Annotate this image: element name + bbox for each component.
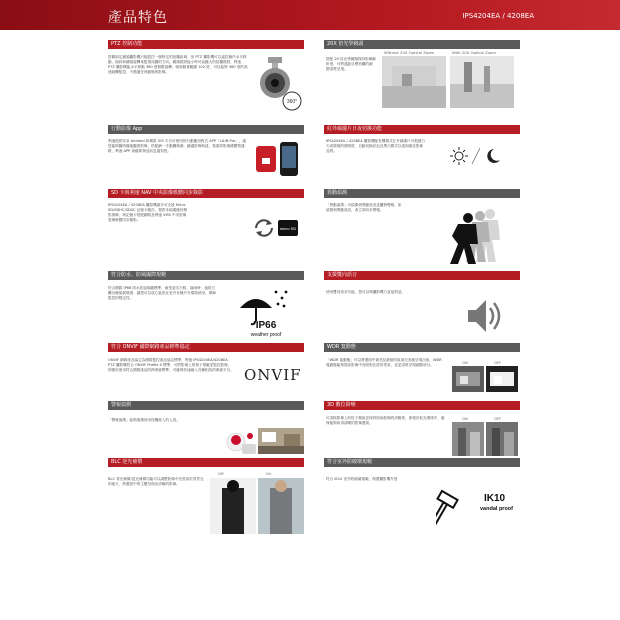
section-desc: 「異動偵測」可偵測到異動狀況並觸發警報，如偵測到異動狀況，會立即同步警報。: [326, 203, 402, 212]
section-title: 符合防水、防風國際規範: [108, 271, 304, 280]
svg-text:micro SD: micro SD: [279, 226, 297, 231]
blc-on-image: [258, 478, 304, 534]
section-desc: 符合國際 IP66 防水防風規範標準，耐受惡劣天候，落雨時、風吹日曬各種氣候環境；讓您可以放心裝設在室外各種戶外環境使用，保障監控的穩定性。: [108, 286, 216, 300]
section-sd: [108, 189, 304, 258]
section-title: 紅外線濾片日夜切換功能: [324, 125, 520, 134]
wdr-on-image: [452, 366, 484, 392]
section-3d-dnr: [324, 401, 520, 460]
360-badge: 360°: [286, 99, 298, 105]
dnr-off-image: [486, 422, 518, 456]
with-zoom-image: [450, 56, 514, 108]
ip66-text: IP66: [255, 320, 277, 331]
ik10-logo: [436, 481, 516, 533]
section-zoom: [324, 40, 520, 119]
section-title: WDR 寬動態: [324, 343, 520, 352]
without-zoom-image: [382, 56, 446, 108]
blc-off-image: [210, 478, 256, 534]
section-onvif: [108, 343, 304, 400]
section-title: 20X 倍光學鏡頭: [324, 40, 520, 49]
wdr-off-image: [486, 366, 518, 392]
section-motion: [324, 189, 520, 258]
section-desc: IPS4204EA / 4208EA 攝影機最多可支援 Micro SD/SDHC/SDXC 記憶卡儲存，提供本地端備份錄影保障，與記憶卡搭配網路及利速 VMS 中央影像管理軟體同步錄影。: [108, 203, 187, 222]
section-blc: [108, 458, 304, 537]
section-desc: BLC 背光補償/逆光補償功能可以調整影像中亮度高於背景光的地方，將畫面中的主體呈現出清晰的影像。: [108, 477, 204, 486]
page-header: [0, 0, 620, 30]
model-number: IPS4204EA / 4208EA: [462, 12, 534, 20]
section-title: PTZ 控制功能: [108, 40, 304, 49]
dnr-on-label: ON: [462, 416, 468, 421]
section-title: 符合室外防破壞規範: [324, 458, 520, 467]
dnr-off-label: OFF: [494, 416, 502, 421]
section-title: 行動影像 App: [108, 125, 304, 134]
alarm-room-image: [258, 428, 304, 454]
ik10-text: IK10: [484, 493, 506, 504]
section-desc: 使用雙向語音功能，您可以與攝影機方直接對話。: [326, 290, 406, 294]
weather-proof-text: weather proof: [250, 332, 282, 338]
section-desc: IPS4204EA / 4208EA 攝影機配有機械式紅外線濾片可根據白天或環境的照明度，自動切換彩色及黑白模式以達到最佳影像品質。: [326, 139, 425, 153]
wdr-on-label: ON: [462, 360, 468, 365]
section-ir: [324, 125, 520, 184]
section-wdr: [324, 343, 520, 400]
section-desc: 可清除影像上的粒子雜訊並保持原始影像的清晰度，即便於低光環境中，確保能夠取得清晰的影像畫面。: [326, 416, 445, 425]
section-title: 3D 數位降噪: [324, 401, 520, 410]
vandal-proof-text: vandal proof: [480, 506, 514, 512]
section-title: 警報偵測: [108, 401, 304, 410]
blc-on-label: On: [266, 471, 272, 476]
page-title: 產品特色: [108, 10, 168, 26]
section-title: 異動偵測: [324, 189, 520, 198]
day-night-icon: [450, 146, 504, 166]
section-ptz: [108, 40, 304, 119]
motion-figure-image: [442, 206, 512, 266]
section-title: 符合 ONVIF 國際網路產品標準協定: [108, 343, 304, 352]
onvif-logo: ONVIF: [244, 366, 302, 384]
with-zoom-label: With 20X Optical Zoom: [452, 50, 497, 55]
section-ip66: [108, 271, 304, 340]
section-desc: 搭配 20 倍光學鏡頭保持影像解析度，可將遠距目標拍攝的細節清楚呈現。: [326, 57, 376, 71]
section-mobile-app: [108, 125, 304, 184]
section-desc: 利速提供安卓 Android 和蘋果 iOS 平台可使用的行動應用程式 APP「LILIN Pro」，讓您能夠隨時隨地觀看影像，搭配網一手動攝像頭，藉適影像與遠，看看即影像總體察連路，利速 APP 會隨即發送訊息通知您。: [108, 139, 247, 153]
wdr-off-label: OFF: [494, 360, 502, 365]
section-desc: 「警報偵測」能夠偵測到未授權進入的人員。: [108, 418, 180, 422]
ptz-camera-image: [258, 57, 304, 113]
ip66-logo: [234, 286, 294, 338]
section-alarm: [108, 401, 304, 455]
section-title: SD 卡與利速 NAV 中央影像軟體同步錄影: [108, 189, 304, 198]
section-ik10: [324, 458, 520, 537]
dnr-on-image: [452, 422, 484, 456]
section-desc: 搭載固定鏡頭攝影機只能監控一個特定的拍攝區域，但 PTZ 攝影機可以遙控操作水平移動、傾斜和鏡頭旋轉來監視周圍的方向。鏡頭視野能小時可追蹤大的拍攝視野，利速 PTZ 攝影機能水平移動 360 度無限旋轉，傾斜動著範圍 102 度，可以能特 360 度的高速旋轉監控，不錯過任何動態的影像。: [108, 55, 248, 74]
blc-off-label: Off: [218, 471, 224, 476]
section-title: 支援雙向語音: [324, 271, 520, 280]
section-title: BLC 逆光補償: [108, 458, 304, 467]
without-zoom-label: Without 20X Optical Zoom: [384, 50, 435, 55]
section-audio: [324, 271, 520, 340]
alarm-thief-image: [220, 428, 260, 458]
section-desc: 符合 IK10 室外防破壞規範，保護攝影機外殼: [326, 477, 398, 481]
section-desc: 「WDR 寬動態」可以將畫面中最亮及最暗的區域完美地呈現出來，WDR 寬動態能夠提高影像中亮暗對比度的景象，並更清楚呈現細節部分。: [326, 358, 442, 367]
sd-sync-image: [252, 216, 302, 240]
section-desc: ONVIF 網路產品協定為國際監控產品協定標準，利速 IPS4204EA/4208EA PTZ 攝影機符合 ONVIF Profile S 標準，可將影像上的格子規範並監控影像，即便於使用符合國際產品的跨系統標準，可確保快速融入各種相容的系統平台。: [108, 358, 234, 372]
mobile-app-image: [254, 140, 302, 180]
speaker-icon: [464, 294, 504, 338]
